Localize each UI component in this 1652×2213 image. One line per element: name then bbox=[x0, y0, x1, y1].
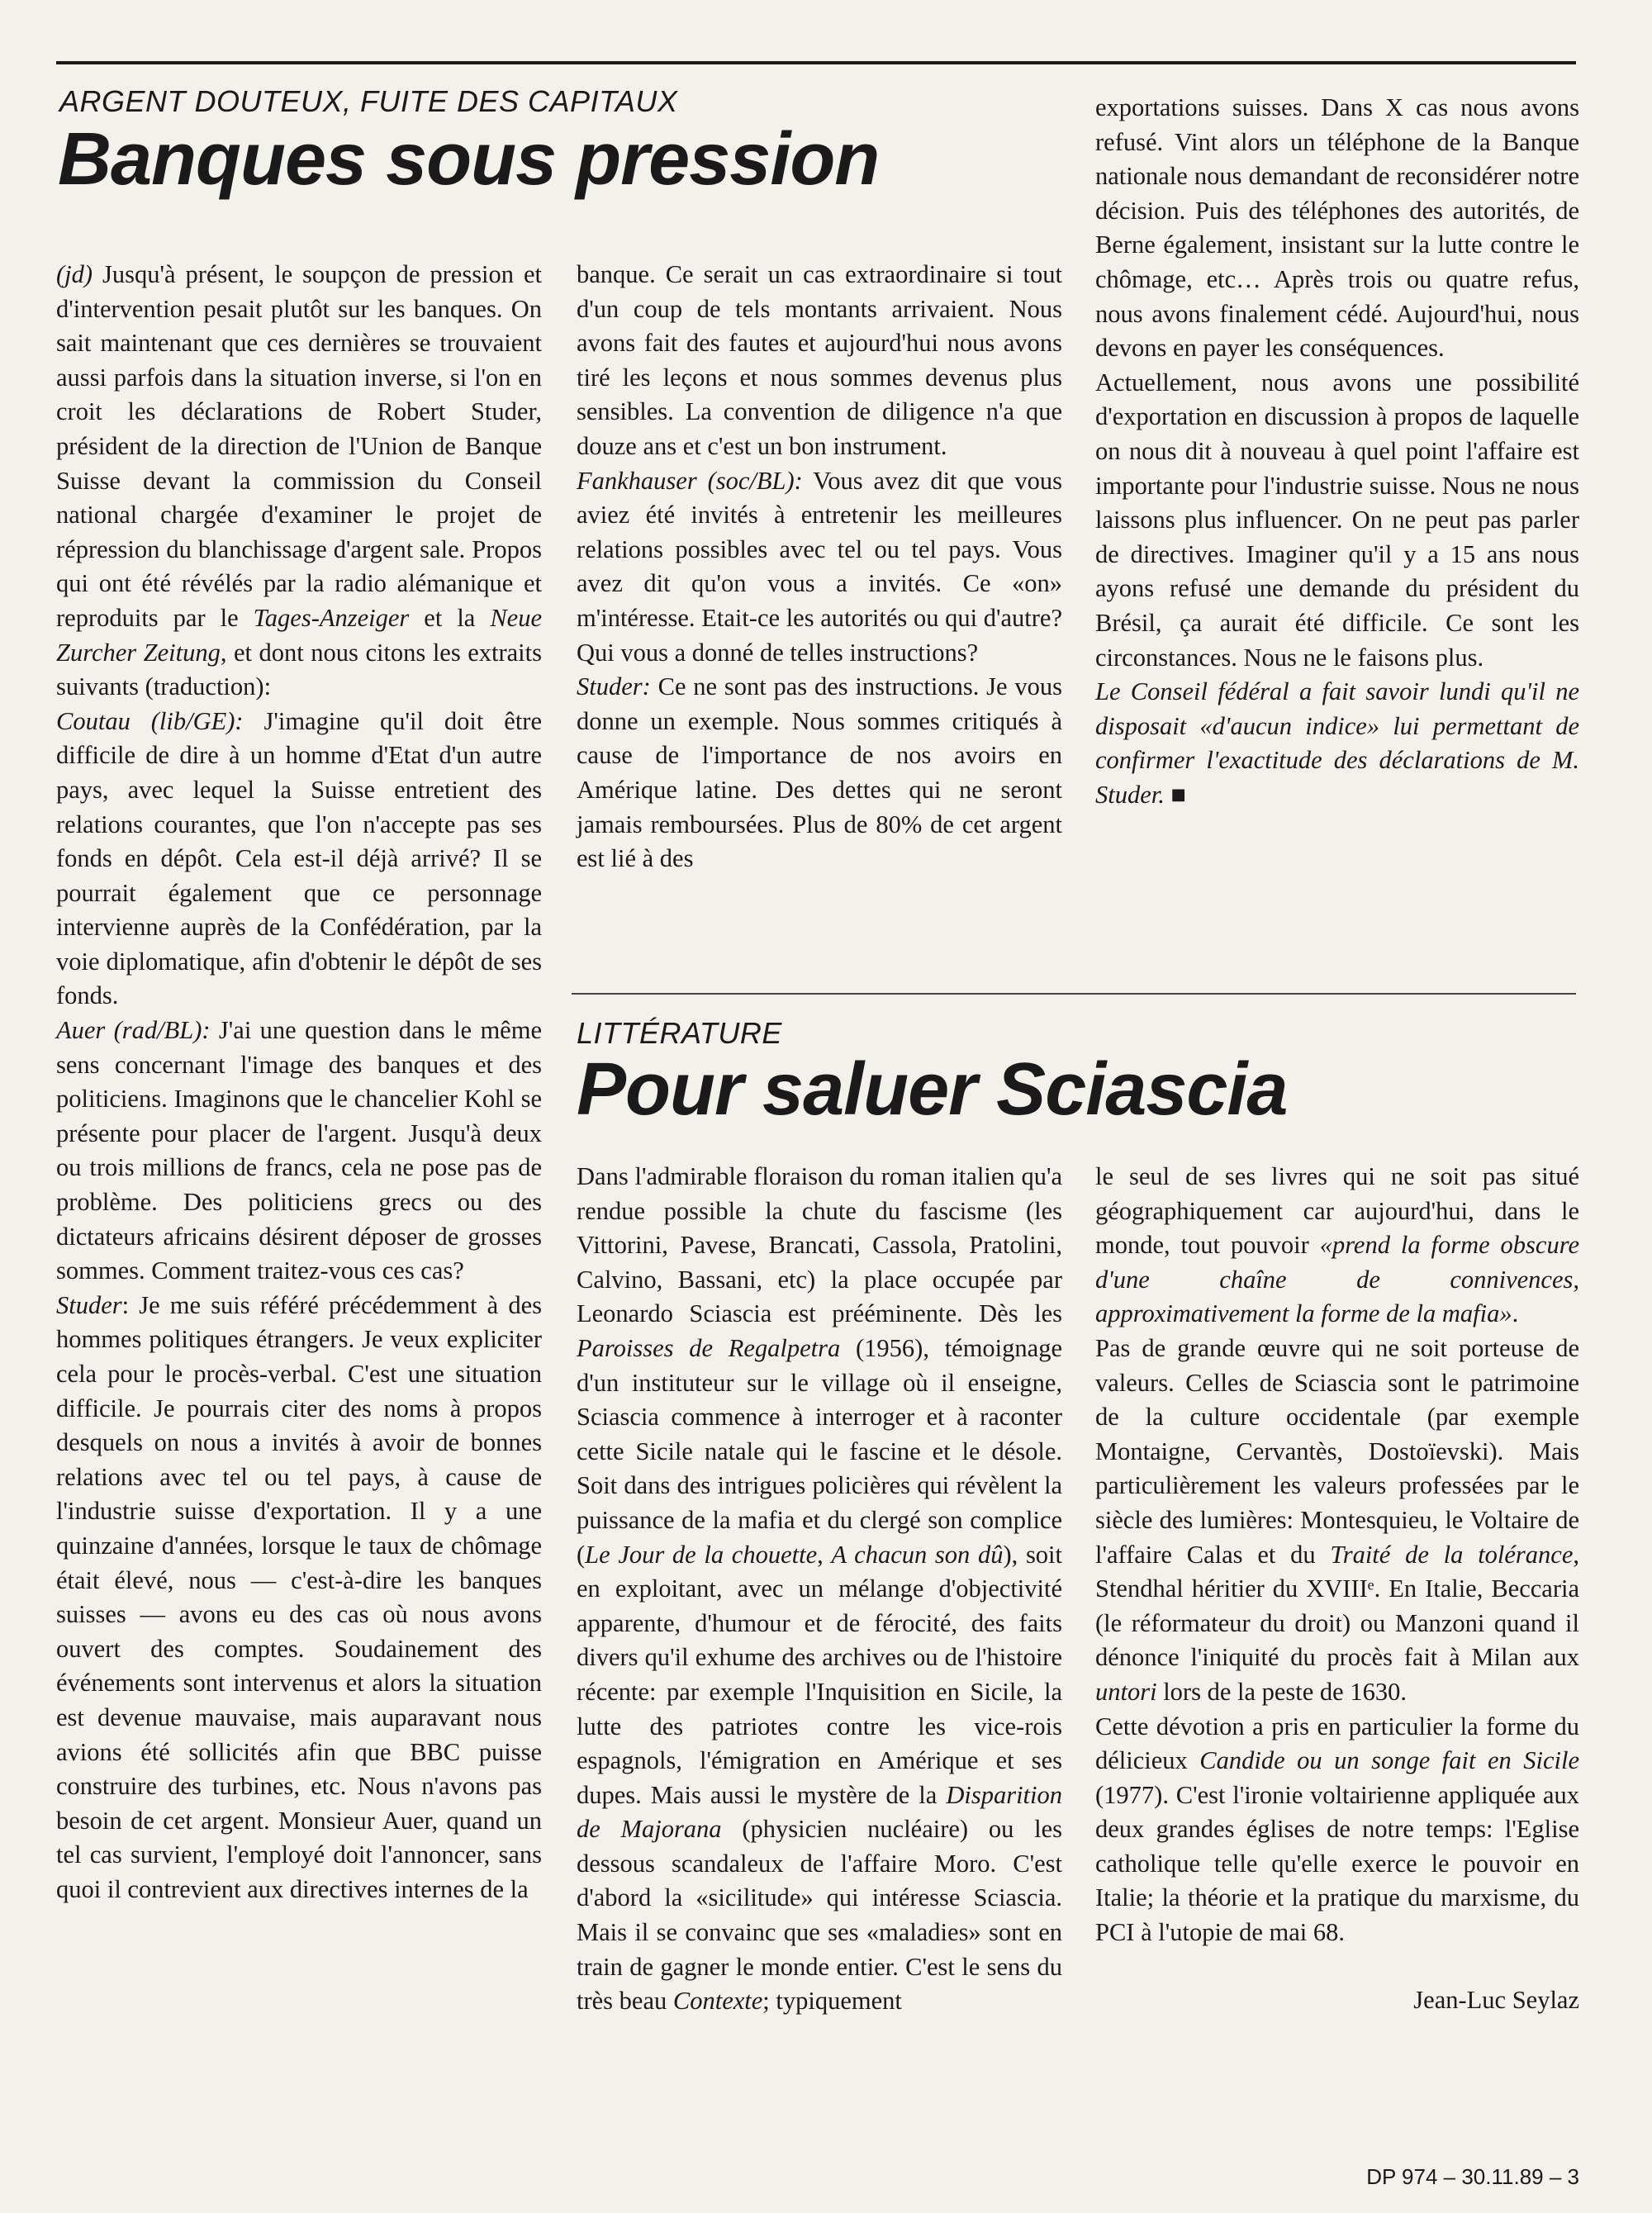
article2-devotion-paragraph: Cette dévotion a pris en particulier la forme du délicieux Candide ou un songe fait en Sicile (1977). C'est l'ironie voltairienne appliquée aux deux grandes églises de notre temps: l'Eglise catholique telle qu'elle exerce le pouvoir en Italie; la théorie et la pratique du marxisme, du PCI à l'utopie de mai 68. bbox=[1095, 1712, 1580, 1947]
article2-column-2 bbox=[1095, 1160, 1579, 2017]
top-rule bbox=[56, 61, 1576, 64]
article1-studer-paragraph: Studer: Je me suis référé précédemment à des hommes politiques étrangers. Je veux expliciter cela pour le procès-verbal. C'est une situation difficile. Je pourrais citer des noms à propos desquels on nous a invités à avoir de bonnes relations avec tel ou tel pays, à cause de l'industrie suisse d'exportation. Il y a une quinzaine d'années, lorsque le taux de chômage était élevé, nous — c'est-à-dire les banques suisses — avons eu des cas où nous avons ouvert des comptes. Soudainement des événements sont intervenus et alors la situation est devenue mauvaise, mais auparavant nous avions été sollicités afin que BBC puisse construire des turbines, etc. Nous n'avons pas besoin de cet argent. Monsieur Auer, quand un tel cas survient, l'employé doit l'annoncer, sans quoi il contrevient aux directives internes de la bbox=[56, 1290, 542, 1903]
article1-fankhauser-paragraph: Fankhauser (soc/BL): Vous avez dit que vous aviez été invités à entretenir les meilleures relations possibles avec tel ou tel pays. Vous avez dit qu'on vous a invités. Ce «on» m'intéresse. Etait-ce les autorités ou qui d'autre? Qui vous a donné de telles instructions? bbox=[577, 466, 1062, 667]
article2-title: Pour saluer Sciascia bbox=[577, 1048, 1288, 1131]
article2-floraison-paragraph: Dans l'admirable floraison du roman italien qu'a rendue possible la chute du fascisme (les Vittorini, Pavese, Brancati, Cassola, Pratolini, Calvino, Bassani, etc) la place occupée par Leonardo Sciascia est prééminente. Dès les Paroisses de Regalpetra (1956), témoignage d'un instituteur sur le village où il enseigne, Sciascia commence à interroger et à raconter cette Sicile natale qui le fascine et le désole. Soit dans des intrigues policières qui révèlent la puissance de la mafia et du clergé son complice (Le Jour de la chouette, A chacun son dû), soit en exploitant, avec un mélange d'objectivité apparente, d'humour et de férocité, des faits divers qu'il exhume des archives ou de l'histoire récente: par exemple l'Inquisition en Sicile, la lutte des patriotes contre les vice-rois espagnols, l'émigration en Amérique et ses dupes. Mais aussi le mystère de la Disparition de Majorana (physicien nucléaire) ou les dessous scandaleux de l'affaire Moro. C'est d'abord la «sicilitude» qui intéresse Sciascia. Mais il se convainc que ses «maladies» sont en train de gagner le monde entier. C'est le sens du très beau Contexte; typiquement bbox=[577, 1162, 1063, 2016]
article2-kicker: LITTÉRATURE bbox=[577, 1016, 782, 1050]
article1-actuellement-paragraph: Actuellement, nous avons une possibilité d'exportation en discussion à propos de laquelle on nous dit à nouveau à quel point l'affaire est importante pour l'industrie suisse. Nous ne nous laissons plus influencer. On ne peut pas parler de directives. Imaginer qu'il y a 15 ans nous ayons refusé une demande du président du Brésil, ça aurait été difficile. Ce sont les circonstances. Nous ne le faisons plus. bbox=[1095, 368, 1579, 672]
article1-column-1 bbox=[56, 258, 542, 1907]
article1-coutau-paragraph: Coutau (lib/GE): J'imagine qu'il doit être difficile de dire à un homme d'Etat d'un autre pays, avec lequel la Suisse entretient des relations courantes, que l'on n'accepte pas ses fonds en dépôt. Cela est-il déjà arrivé? Il se pourrait également que ce personnage intervienne auprès de la Confédération, par la voie diplomatique, afin d'obtenir le dépôt de ses fonds. bbox=[56, 706, 542, 1010]
speaker-studer-2: Studer: bbox=[577, 672, 651, 701]
article1-studer-reply-paragraph: Studer: Ce ne sont pas des instructions. Je vous donne un exemple. Nous sommes critiqués à cause de l'importance de nos avoirs en Amérique latine. Des dettes qui ne seront jamais remboursées. Plus de 80% de cet argent est lié à des bbox=[577, 672, 1062, 873]
speaker-studer: Studer bbox=[56, 1290, 122, 1319]
article1-banque-paragraph: banque. Ce serait un cas extraordinaire si tout d'un coup de tels montants arrivaient. Nous avons fait des fautes et aujourd'hui nous avons tiré les leçons et nous sommes devenus plus sensibles. La convention de diligence n'a que douze ans et c'est un bon instrument. bbox=[577, 260, 1062, 460]
article1-intro-paragraph: (jd) Jusqu'à présent, le soupçon de pression et d'intervention pesait plutôt sur les banques. On sait maintenant que ces dernières se trouvaient aussi parfois dans la situation inverse, si l'on en croit les déclarations de Robert Studer, président de la direction de l'Union de Banque Suisse devant la commission du Conseil national chargée d'examiner le projet de répression du blanchissage d'argent sale. Propos qui ont été révélés par la radio alémanique et reproduits par le Tages-Anzeiger et la Neue Zurcher Zeitung, et dont nous citons les extraits suivants (traduction): bbox=[56, 260, 542, 701]
article1-title: Banques sous pression bbox=[58, 118, 880, 201]
article1-column-2 bbox=[577, 258, 1062, 876]
speaker-coutau: Coutau (lib/GE): bbox=[56, 706, 244, 735]
article2-pouvoir-paragraph: le seul de ses livres qui ne soit pas situé géographiquement car aujourd'hui, dans le monde, tout pouvoir «prend la forme obscure d'une chaîne de connivences, approximativement la forme de la mafia». bbox=[1095, 1162, 1579, 1328]
article1-exportations-paragraph: exportations suisses. Dans X cas nous avons refusé. Vint alors un téléphone de la Banque nationale nous demandant de reconsidérer notre décision. Puis des téléphones des autorités, de Berne également, insistant sur la lutte contre le chômage, etc… Après trois ou quatre refus, nous avons finalement cédé. Aujourd'hui, nous devons en payer les conséquences. bbox=[1095, 93, 1579, 363]
end-mark-icon: ■ bbox=[1164, 780, 1186, 809]
article2-valeurs-paragraph: Pas de grande œuvre qui ne soit porteuse de valeurs. Celles de Sciascia sont le patrimoine de la culture occidentale (par exemple Montaigne, Cervantès, Dostoïevski). Mais particulièrement les valeurs professées par le siècle des lumières: Montesquieu, le Voltaire de l'affaire Calas et du Traité de la tolérance, Stendhal héritier du XVIIIᵉ. En Italie, Beccaria (le réformateur du droit) ou Manzoni quand il dénonce l'iniquité du procès fait à Milan aux untori lors de la peste de 1630. bbox=[1095, 1333, 1579, 1706]
speaker-auer: Auer (rad/BL): bbox=[56, 1016, 211, 1045]
article1-auer-paragraph: Auer (rad/BL): J'ai une question dans le même sens concernant l'image des banques et des politiciens. Imaginons que le chancelier Kohl se présente pour placer de l'argent. Jusqu'à deux ou trois millions de francs, cela ne pose pas de problème. Des politiciens grecs ou des dictateurs africains désirent déposer de grosses sommes. Comment traitez-vous ces cas? bbox=[56, 1016, 542, 1285]
article2-column-1 bbox=[577, 1160, 1062, 2019]
article1-column-3 bbox=[1095, 91, 1579, 812]
speaker-fankhauser: Fankhauser (soc/BL): bbox=[577, 466, 803, 495]
article1-kicker: ARGENT DOUTEUX, FUITE DES CAPITAUX bbox=[59, 84, 678, 118]
page-footer: DP 974 – 30.11.89 – 3 bbox=[1366, 2164, 1579, 2189]
author-signature: Jean-Luc Seylaz bbox=[1413, 1985, 1579, 2014]
article1-conclusion-paragraph: Le Conseil fédéral a fait savoir lundi qu'il ne disposait «d'aucun indice» lui permettant de confirmer l'exactitude des déclarations de M. Studer. ■ bbox=[1095, 677, 1579, 809]
section-divider bbox=[572, 993, 1576, 995]
